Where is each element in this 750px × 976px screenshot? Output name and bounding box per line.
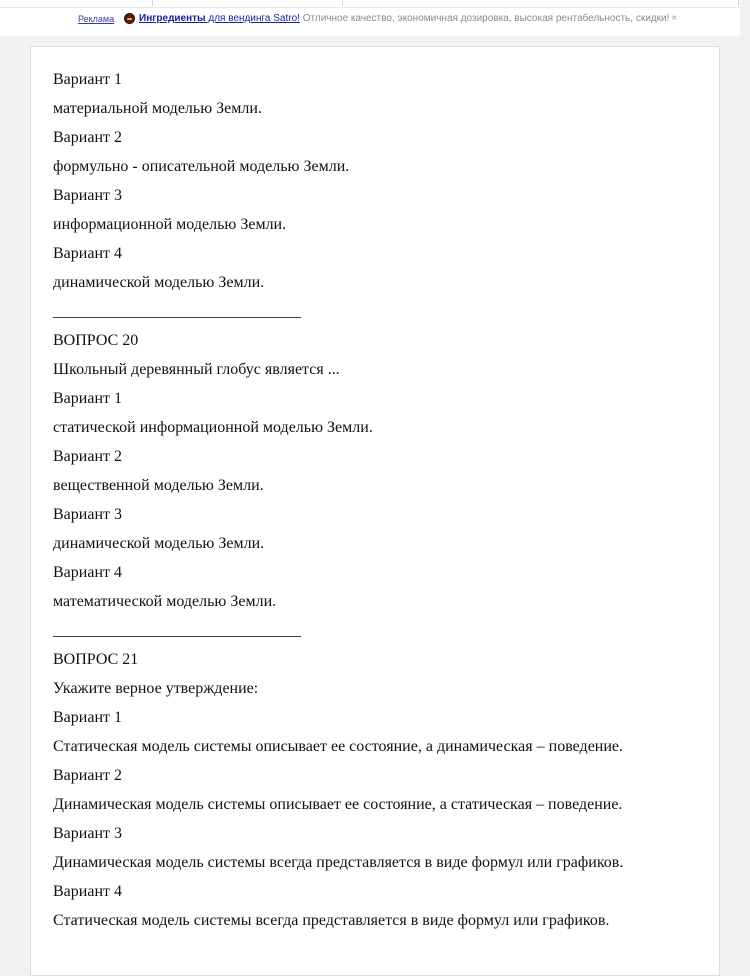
- text-line: Динамическая модель системы описывает ее состояние, а статическая – поведение.: [53, 796, 623, 813]
- ad-banner: [0, 8, 740, 36]
- ad-description: Отличное качество, экономичная дозировка, высокая рентабельность, скидки!: [299, 13, 670, 24]
- text-line: ВОПРОС 20: [53, 332, 139, 349]
- text-line: Вариант 2: [53, 129, 122, 146]
- text-line: статической информационной моделью Земли.: [53, 419, 373, 436]
- text-line: Вариант 4: [53, 564, 122, 581]
- test-content: [53, 65, 713, 935]
- strip-divider: [738, 0, 739, 6]
- text-line: _______________________________: [53, 303, 301, 320]
- ad-label[interactable]: Реклама: [78, 14, 115, 24]
- text-line: Вариант 2: [53, 448, 122, 465]
- text-line: Вариант 1: [53, 71, 122, 88]
- text-line: Вариант 2: [53, 767, 122, 784]
- text-line: математической моделью Земли.: [53, 593, 277, 610]
- text-line: динамической моделью Земли.: [53, 535, 265, 552]
- strip-divider: [342, 0, 343, 6]
- text-line: Вариант 1: [53, 709, 122, 726]
- text-line: Вариант 1: [53, 390, 122, 407]
- close-icon[interactable]: ×: [671, 13, 678, 24]
- ad-text: [139, 8, 677, 30]
- text-line: Вариант 4: [53, 245, 122, 262]
- text-line: Вариант 3: [53, 506, 122, 523]
- text-line: ВОПРОС 21: [53, 651, 139, 668]
- text-line: Вариант 4: [53, 883, 122, 900]
- text-line: Статическая модель системы всегда представляется в виде формул или графиков.: [53, 912, 610, 929]
- text-line: Школьный деревянный глобус является ...: [53, 361, 340, 378]
- text-line: Динамическая модель системы всегда представляется в виде формул или графиков.: [53, 854, 624, 871]
- ad-title-link[interactable]: Ингредиенты: [139, 13, 206, 24]
- text-line: информационной моделью Земли.: [53, 216, 287, 233]
- ad-title-link-rest[interactable]: для вендинга Satro!: [205, 13, 300, 24]
- top-strip: [0, 0, 740, 8]
- text-line: формульно - описательной моделью Земли.: [53, 158, 350, 175]
- content-card: [30, 46, 720, 976]
- text-line: Вариант 3: [53, 187, 122, 204]
- text-line: Укажите верное утверждение:: [53, 680, 259, 697]
- text-line: _______________________________: [53, 622, 301, 639]
- text-line: Вариант 3: [53, 825, 122, 842]
- strip-divider: [152, 0, 153, 6]
- text-line: динамической моделью Земли.: [53, 274, 265, 291]
- text-line: Статическая модель системы описывает ее состояние, а динамическая – поведение.: [53, 738, 624, 755]
- text-line: вещественной моделью Земли.: [53, 477, 264, 494]
- text-line: материальной моделью Земли.: [53, 100, 262, 117]
- ad-logo-icon[interactable]: [124, 13, 135, 24]
